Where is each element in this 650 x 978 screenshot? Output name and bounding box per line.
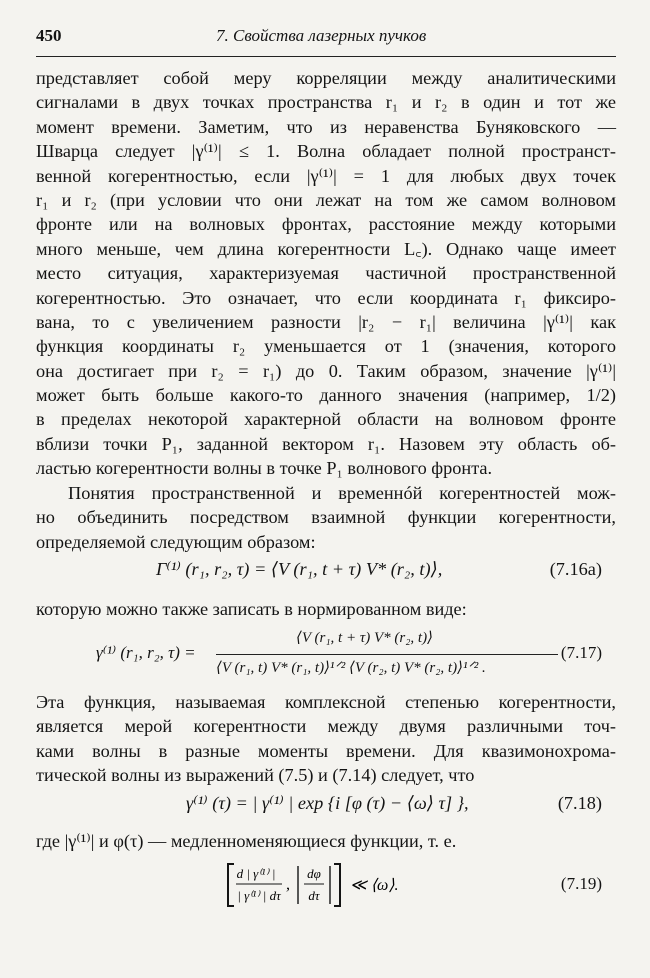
fraction-denominator: ⟨V (r₁, t) V* (r₁, t)⟩¹ᐟ² ⟨V (r₂, t) V* (r₂, t)⟩¹ᐟ² . [216,660,486,676]
text-line: сигналами в двух точках пространства r₁ и r₂ в один и тот же [36,92,616,113]
text-line: функция координаты r₂ уменьшается от 1 (значения, которого [36,336,616,357]
page-number: 450 [36,26,62,45]
equation-number: (7.17) [560,643,602,662]
equation-number: (7.18) [557,793,602,813]
frac1-denominator: | γ⁽¹⁾ | dτ [237,888,281,903]
equation-number: (7.19) [560,874,602,893]
equation-body: γ⁽¹⁾ (τ) = | γ⁽¹⁾ | exp {i [φ (τ) − ⟨ω⟩ τ] }, [186,793,469,813]
equation-7-17 [36,628,616,682]
text-line: является мерой когерентности между двумя различными точ- [36,716,616,737]
equation-body [226,862,446,908]
text-line: вблизи точки P₁, заданной вектором r₁. Назовем эту область об- [36,433,616,454]
text-line: где |γ⁽¹⁾| и φ(τ) — медленноменяющиеся функции, т. е. [36,831,457,851]
text-line: но объединить посредством взаимной функции когерентности, [36,507,616,528]
text-line: фронте или на волновых фронтах, расстояние между которыми [36,214,616,235]
equation-lhs: γ⁽¹⁾ (r₁, r₂, τ) = [96,643,196,662]
text-line: ками волны в разные моменты времени. Для квазимонохрома- [36,740,616,761]
text-line: место ситуация, характеризуемая частичной пространственной [36,263,616,284]
text-line: которую можно также записать в нормированном виде: [36,599,467,619]
equation-body: Γ⁽¹⁾ (r₁, r₂, τ) = ⟨V (r₁, t + τ) V* (r₂, t)⟩, [156,559,443,579]
equation-number: (7.16а) [549,559,602,579]
text-line: когерентностью. Это означает, что если координата r₁ фиксиро- [36,287,616,308]
equation-7-19 [36,862,616,908]
line-after-716a [36,597,616,621]
line-after-718 [36,829,616,853]
text-line: в пределах некоторой характерной области на волновом фронте [36,409,616,430]
text-line: представляет собой меру корреляции между аналитическими [36,68,616,88]
header-rule [36,56,616,57]
paragraph-1 [36,66,616,481]
fraction-bar [216,654,558,655]
text-line: Шварца следует |γ⁽¹⁾| ≤ 1. Волна обладает полной пространст- [36,141,616,162]
text-line: Понятия пространственной и временнóй когерентностей мож- [68,483,616,503]
text-line: она достигает при r₂ = r₁) до 0. Таким образом, значение |γ⁽¹⁾| [36,360,616,381]
text-line: ластью когерентности волны в точке P₁ волнового фронта. [36,458,493,479]
equation-7-18 [36,793,616,823]
equation-rhs: ≪ ⟨ω⟩. [350,877,399,894]
paragraph-3 [36,690,616,788]
frac1-numerator: d | γ⁽¹⁾ | [236,866,276,881]
text-line: вана, то с увеличением разности |r₂ − r₁| величина |γ⁽¹⁾| как [36,311,616,332]
text-line: может быть больше какого-то данного значения (например, 1/2) [36,385,616,406]
svg-text:,: , [286,876,290,893]
text-line: определяемой следующим образом: [36,531,316,552]
equation-7-16a [36,559,616,589]
running-title: 7. Свойства лазерных пучков [216,26,427,45]
text-line: момент времени. Заметим, что из неравенства Буняковского — [36,116,616,137]
text-line: r₁ и r₂ (при условии что они лежат на том же самом волновом [36,189,616,210]
frac2-numerator: dφ [307,866,321,881]
text-line: Эта функция, называемая комплексной степенью когерентности, [36,692,616,712]
page-header [36,26,616,50]
text-line: много меньше, чем длина когерентности L꜀). Однако чаще имеет [36,238,616,259]
text-line: тической волны из выражений (7.5) и (7.14) следует, что [36,765,475,786]
fraction-numerator: ⟨V (r₁, t + τ) V* (r₂, t)⟩ [296,630,433,646]
frac2-denominator: dτ [308,888,320,903]
text-line: венной когерентностью, если |γ⁽¹⁾| = 1 для любых двух точек [36,165,616,186]
paragraph-2 [36,481,616,554]
